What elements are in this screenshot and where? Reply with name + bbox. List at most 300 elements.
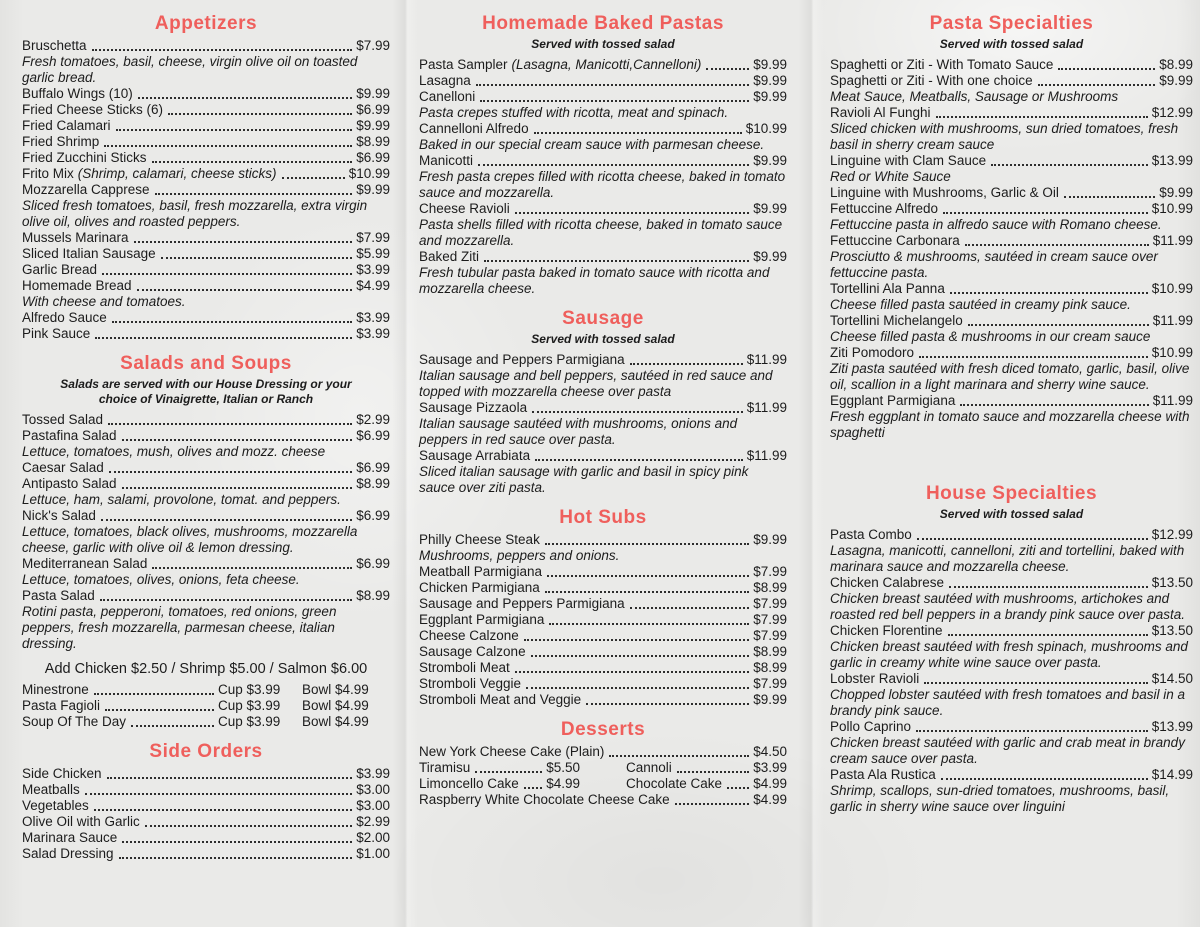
dessert-pair-item — [419, 760, 580, 776]
menu-item — [22, 766, 390, 782]
item-name: Minestrone — [22, 682, 89, 697]
dot-leader — [916, 730, 1148, 732]
item-description: Lettuce, ham, salami, provolone, tomat. and peppers. — [22, 492, 341, 507]
dot-leader — [105, 709, 214, 711]
soup-row — [22, 682, 390, 698]
dot-leader — [917, 538, 1148, 540]
item-price: $9.99 — [753, 57, 787, 72]
menu-item — [419, 660, 787, 676]
dot-leader — [94, 693, 214, 695]
dot-leader — [1038, 84, 1156, 86]
item-description: With cheese and tomatoes. — [22, 294, 186, 309]
item-description: Italian sausage sautéed with mushrooms, onions and peppers in red sauce over pasta. — [419, 416, 738, 447]
item-price: $9.99 — [753, 89, 787, 104]
dot-leader — [531, 655, 750, 657]
item-price: $9.99 — [753, 532, 787, 547]
cup-price: Cup $3.99 — [218, 682, 281, 697]
dessert-pair-item — [419, 776, 580, 792]
item-name: Marinara Sauce — [22, 830, 118, 845]
item-price: $6.99 — [356, 508, 390, 523]
dot-leader — [1058, 68, 1155, 70]
item-price: $8.99 — [753, 580, 787, 595]
menu-item — [22, 278, 390, 294]
dessert-pair — [419, 760, 787, 776]
item-description: Fresh tubular pasta baked in tomato sauce with ricotta and mozzarella cheese. — [419, 265, 770, 296]
item-name: Homemade Bread — [22, 278, 132, 293]
menu-item — [419, 153, 787, 169]
item-name: Pink Sauce — [22, 326, 91, 341]
item-description: Ziti pasta sautéed with fresh diced tomato, garlic, basil, olive oil, scallion in a light marinara and sherry wine sauce. — [830, 361, 1190, 392]
item-name: Pasta Combo — [830, 527, 912, 542]
item-description: Chicken breast sautéed with mushrooms, artichokes and roasted red bell peppers in a brandy pink sauce over pasta. — [830, 591, 1185, 622]
menu-item — [22, 230, 390, 246]
menu-item — [22, 798, 390, 814]
item-price: $3.99 — [356, 766, 390, 781]
dot-leader — [112, 321, 352, 323]
item-name: Pasta Sampler — [419, 57, 508, 72]
item-price: $9.99 — [753, 201, 787, 216]
item-name: Meatballs — [22, 782, 80, 797]
item-name: Lobster Ravioli — [830, 671, 920, 686]
item-price: $7.99 — [753, 596, 787, 611]
section-title: Desserts — [560, 719, 646, 740]
menu-item — [830, 575, 1193, 591]
item-description: Cheese filled pasta sautéed in creamy pink sauce. — [830, 297, 1131, 312]
item-price: $13.50 — [1151, 623, 1193, 638]
item-name: Chocolate Cake — [626, 776, 723, 791]
item-price: $9.99 — [753, 73, 787, 88]
item-description: Mushrooms, peppers and onions. — [419, 548, 620, 563]
item-name: Sausage Pizzaola — [419, 400, 528, 415]
item-name: Pasta Salad — [22, 588, 95, 603]
menu-column-2 — [419, 13, 787, 927]
cup-price: Cup $3.99 — [218, 714, 281, 729]
item-price: $9.99 — [1159, 185, 1193, 200]
bowl-price: Bowl $4.99 — [302, 714, 369, 729]
item-description: Chicken breast sautéed with fresh spinach, mushrooms and garlic in creamy white wine sauce over pasta. — [830, 639, 1188, 670]
menu-item — [419, 580, 787, 596]
dot-leader — [1064, 196, 1155, 198]
item-price: $11.99 — [746, 448, 787, 463]
item-name: Spaghetti or Ziti - With one choice — [830, 73, 1033, 88]
item-name: New York Cheese Cake (Plain) — [419, 744, 605, 759]
dessert-pair-item — [626, 776, 787, 792]
item-name: Fettuccine Carbonara — [830, 233, 960, 248]
item-name: Garlic Bread — [22, 262, 98, 277]
item-name: Buffalo Wings (10) — [22, 86, 133, 101]
section-title: Appetizers — [154, 13, 258, 34]
menu-item — [419, 352, 787, 368]
section-title: House Specialties — [925, 483, 1098, 504]
item-name: Chicken Parmigiana — [419, 580, 540, 595]
item-price: $3.00 — [356, 782, 390, 797]
dot-leader — [950, 292, 1148, 294]
item-name: Eggplant Parmigiana — [830, 393, 956, 408]
menu-section-desserts — [419, 719, 787, 808]
item-price: $2.99 — [356, 412, 390, 427]
dot-leader — [161, 257, 353, 259]
soup-row — [22, 714, 390, 730]
item-name: Mediterranean Salad — [22, 556, 148, 571]
dot-leader — [949, 586, 1148, 588]
item-price: $4.99 — [356, 278, 390, 293]
menu-item — [22, 588, 390, 604]
item-name: Spaghetti or Ziti - With Tomato Sauce — [830, 57, 1054, 72]
menu-item — [830, 185, 1193, 201]
item-name: Frito Mix — [22, 166, 74, 181]
item-name: Stromboli Meat — [419, 660, 510, 675]
dot-leader — [630, 363, 743, 365]
item-price: $14.50 — [1151, 671, 1193, 686]
item-name: Pasta Fagioli — [22, 698, 101, 713]
menu-item — [22, 310, 390, 326]
dot-leader — [534, 132, 742, 134]
item-description: Chopped lobster sautéed with fresh tomatoes and basil in a brandy pink sauce. — [830, 687, 1185, 718]
section-subtitle: Served with tossed salad — [531, 37, 675, 51]
dot-leader — [94, 809, 352, 811]
item-name: Cannelloni Alfredo — [419, 121, 529, 136]
item-description: Prosciutto & mushrooms, sautéed in cream sauce over fettuccine pasta. — [830, 249, 1158, 280]
dot-leader — [535, 459, 743, 461]
item-name: Fried Shrimp — [22, 134, 100, 149]
menu-item — [830, 767, 1193, 783]
item-name: Chicken Florentine — [830, 623, 943, 638]
dot-leader — [919, 356, 1148, 358]
item-price: $10.99 — [1151, 281, 1193, 296]
item-description: Pasta shells filled with ricotta cheese, baked in tomato sauce and mozzarella. — [419, 217, 783, 248]
soup-row — [22, 698, 390, 714]
item-price: $3.99 — [356, 326, 390, 341]
bowl-price: Bowl $4.99 — [302, 682, 369, 697]
dot-leader — [102, 273, 352, 275]
bowl-price: Bowl $4.99 — [302, 698, 369, 713]
section-title: Homemade Baked Pastas — [482, 13, 724, 34]
item-name: Stromboli Veggie — [419, 676, 522, 691]
menu-item — [830, 719, 1193, 735]
dot-leader — [108, 423, 352, 425]
item-description: Lettuce, tomatoes, black olives, mushrooms, mozzarella cheese, garlic with olive oil & lemon dressing. — [22, 524, 358, 555]
item-price: $6.99 — [356, 460, 390, 475]
item-price: $11.99 — [1152, 313, 1193, 328]
menu-item — [830, 527, 1193, 543]
item-name: Nick's Salad — [22, 508, 96, 523]
menu-item — [22, 166, 390, 182]
section-title: Hot Subs — [559, 507, 647, 528]
dot-leader — [943, 212, 1148, 214]
menu-item — [22, 246, 390, 262]
item-price: $10.99 — [1151, 201, 1193, 216]
dot-leader — [936, 116, 1148, 118]
item-name: Caesar Salad — [22, 460, 104, 475]
item-price: $6.99 — [356, 150, 390, 165]
item-name: Mozzarella Capprese — [22, 182, 150, 197]
item-name: Philly Cheese Steak — [419, 532, 540, 547]
item-price: $1.00 — [356, 846, 390, 861]
menu-item — [419, 121, 787, 137]
item-name: Salad Dressing — [22, 846, 114, 861]
section-subtitle: Served with tossed salad — [939, 507, 1084, 521]
item-name: Tiramisu — [419, 760, 471, 775]
item-price: $7.99 — [356, 38, 390, 53]
dot-leader — [122, 439, 353, 441]
menu-item — [22, 460, 390, 476]
menu-section-hot-subs — [419, 507, 787, 708]
item-price: $8.99 — [356, 476, 390, 491]
item-description: Fettuccine pasta in alfredo sauce with Romano cheese. — [830, 217, 1162, 232]
dot-leader — [152, 161, 353, 163]
dot-leader — [630, 607, 750, 609]
item-price: $9.99 — [356, 86, 390, 101]
item-price: $13.99 — [1151, 719, 1193, 734]
dot-leader — [965, 244, 1149, 246]
item-price: $10.99 — [1151, 345, 1193, 360]
menu-item — [419, 792, 787, 808]
item-description: Pasta crepes stuffed with ricotta, meat and spinach. — [419, 105, 729, 120]
dot-leader — [484, 260, 749, 262]
menu-item — [22, 782, 390, 798]
dot-leader — [524, 787, 542, 789]
item-price: $3.99 — [356, 262, 390, 277]
dot-leader — [948, 634, 1148, 636]
item-name: Side Chicken — [22, 766, 102, 781]
item-price: $10.99 — [745, 121, 787, 136]
item-price: $13.50 — [1151, 575, 1193, 590]
dot-leader — [549, 623, 749, 625]
menu-item — [419, 692, 787, 708]
item-name: Mussels Marinara — [22, 230, 129, 245]
item-description: Baked in our special cream sauce with parmesan cheese. — [419, 137, 765, 152]
menu-item — [22, 86, 390, 102]
item-price: $9.99 — [753, 249, 787, 264]
item-price: $5.50 — [546, 760, 580, 775]
item-price: $2.99 — [356, 814, 390, 829]
menu-item — [830, 671, 1193, 687]
item-price: $6.99 — [356, 102, 390, 117]
menu-item — [22, 38, 390, 54]
item-price: $13.99 — [1151, 153, 1193, 168]
item-price: $11.99 — [746, 400, 787, 415]
menu-section-salads-and-soups — [22, 353, 390, 730]
menu-item — [419, 628, 787, 644]
dot-leader — [547, 575, 749, 577]
item-name: Pollo Caprino — [830, 719, 912, 734]
dot-leader — [137, 289, 353, 291]
section-title: Sausage — [562, 308, 644, 329]
menu-item — [22, 118, 390, 134]
dot-leader — [116, 129, 353, 131]
dot-leader — [941, 778, 1148, 780]
item-name: Eggplant Parmigiana — [419, 612, 545, 627]
dot-leader — [677, 771, 749, 773]
menu-item — [22, 476, 390, 492]
dot-leader — [480, 100, 749, 102]
item-name: Soup Of The Day — [22, 714, 127, 729]
item-price: $10.99 — [348, 166, 390, 181]
section-subtitle: Served with tossed salad — [939, 37, 1084, 51]
dot-leader — [282, 177, 345, 179]
item-description: Rotini pasta, pepperoni, tomatoes, red onions, green peppers, fresh mozzarella, parmesan cheese, italian dressing. — [22, 604, 337, 651]
item-name: Sausage and Peppers Parmigiana — [419, 596, 625, 611]
menu-section-sausage — [419, 308, 787, 496]
item-name: Olive Oil with Garlic — [22, 814, 140, 829]
menu-item — [22, 814, 390, 830]
item-price: $9.99 — [356, 118, 390, 133]
dot-leader — [145, 825, 352, 827]
dot-leader — [545, 543, 749, 545]
dot-leader — [476, 84, 749, 86]
item-description: Cheese filled pasta & mushrooms in our cream sauce — [830, 329, 1151, 344]
item-name: Bruschetta — [22, 38, 87, 53]
dot-leader — [526, 687, 749, 689]
dot-leader — [706, 68, 749, 70]
dot-leader — [515, 212, 749, 214]
menu-item — [419, 448, 787, 464]
menu-section-homemade-baked-pastas — [419, 13, 787, 297]
item-price: $7.99 — [753, 676, 787, 691]
item-price: $7.99 — [753, 612, 787, 627]
dot-leader — [960, 404, 1148, 406]
menu-item — [419, 564, 787, 580]
dot-leader — [109, 471, 352, 473]
item-price: $4.99 — [546, 776, 580, 791]
item-description: Fresh pasta crepes filled with ricotta cheese, baked in tomato sauce and mozzarella. — [419, 169, 786, 200]
menu-item — [830, 281, 1193, 297]
menu-item — [419, 249, 787, 265]
dot-leader — [107, 777, 353, 779]
item-name: Tortellini Ala Panna — [830, 281, 945, 296]
dot-leader — [609, 755, 749, 757]
menu-section-side-orders — [22, 741, 390, 862]
item-price: $7.99 — [356, 230, 390, 245]
item-description: Sliced fresh tomatoes, basil, fresh mozzarella, extra virgin olive oil, olives and roasted peppers. — [22, 198, 368, 229]
dot-leader — [85, 793, 352, 795]
item-description: Lettuce, tomatoes, mush, olives and mozz. cheese — [22, 444, 326, 459]
item-price: $6.99 — [356, 428, 390, 443]
menu-item — [830, 201, 1193, 217]
cup-price: Cup $3.99 — [218, 698, 281, 713]
menu-item — [419, 676, 787, 692]
menu-item — [830, 233, 1193, 249]
section-subtitle: Served with tossed salad — [531, 332, 675, 346]
item-name: Antipasto Salad — [22, 476, 117, 491]
menu-item — [419, 744, 787, 760]
menu-section-house-specialties — [830, 483, 1193, 815]
menu-item — [22, 412, 390, 428]
menu-column-1 — [22, 13, 390, 927]
menu-item — [22, 150, 390, 166]
menu-item — [830, 73, 1193, 89]
item-description: Fresh tomatoes, basil, cheese, virgin olive oil on toasted garlic bread. — [22, 54, 358, 85]
menu-item — [22, 830, 390, 846]
item-name: Raspberry White Chocolate Cheese Cake — [419, 792, 670, 807]
item-name: Meatball Parmigiana — [419, 564, 543, 579]
item-name: Sliced Italian Sausage — [22, 246, 156, 261]
menu-item — [419, 596, 787, 612]
item-name: Limoncello Cake — [419, 776, 519, 791]
item-price: $9.99 — [356, 182, 390, 197]
dot-leader — [95, 337, 352, 339]
menu-item — [419, 57, 787, 73]
item-name: Pasta Ala Rustica — [830, 767, 936, 782]
menu-item — [22, 102, 390, 118]
item-name: Sausage Calzone — [419, 644, 526, 659]
dot-leader — [478, 164, 749, 166]
dot-leader — [727, 787, 749, 789]
item-description: Lasagna, manicotti, cannelloni, ziti and tortellini, baked with marinara sauce and mozzarella cheese. — [830, 543, 1185, 574]
menu-item — [419, 400, 787, 416]
dot-leader — [134, 241, 353, 243]
item-description: Sliced chicken with mushrooms, sun dried tomatoes, fresh basil in sherry cream sauce — [830, 121, 1179, 152]
item-name: Sausage Arrabiata — [419, 448, 531, 463]
dot-leader — [152, 567, 352, 569]
item-price: $8.99 — [1159, 57, 1193, 72]
dot-leader — [92, 49, 353, 51]
item-name: Lasagna — [419, 73, 471, 88]
item-name: Cheese Calzone — [419, 628, 519, 643]
menu-item — [22, 846, 390, 862]
dot-leader — [122, 841, 352, 843]
item-price: $5.99 — [356, 246, 390, 261]
item-price: $8.99 — [356, 134, 390, 149]
item-description: Red or White Sauce — [830, 169, 951, 184]
item-name: Fettuccine Alfredo — [830, 201, 939, 216]
item-name: Canelloni — [419, 89, 476, 104]
menu-item — [22, 134, 390, 150]
section-subtitle: Salads are served with our House Dressing or your choice of Vinaigrette, Italian or Ranch — [60, 377, 352, 406]
dot-leader — [532, 411, 743, 413]
item-price: $4.50 — [753, 744, 787, 759]
menu-item — [419, 73, 787, 89]
item-description: Meat Sauce, Meatballs, Sausage or Mushrooms — [830, 89, 1119, 104]
item-name: Linguine with Clam Sauce — [830, 153, 987, 168]
section-title: Side Orders — [149, 741, 263, 762]
menu-item — [22, 326, 390, 342]
item-name: Baked Ziti — [419, 249, 480, 264]
item-price: $4.99 — [753, 792, 787, 807]
item-price: $3.99 — [753, 760, 787, 775]
item-price: $12.99 — [1151, 527, 1193, 542]
dot-leader — [119, 857, 353, 859]
menu-item — [419, 644, 787, 660]
menu-item — [22, 262, 390, 278]
menu-item — [830, 393, 1193, 409]
menu-item — [419, 89, 787, 105]
item-price: $11.99 — [746, 352, 787, 367]
dot-leader — [138, 97, 352, 99]
item-name: Linguine with Mushrooms, Garlic & Oil — [830, 185, 1059, 200]
item-name: Alfredo Sauce — [22, 310, 107, 325]
dot-leader — [545, 591, 749, 593]
item-name-note: (Shrimp, calamari, cheese sticks) — [77, 166, 277, 181]
section-title: Pasta Specialties — [929, 13, 1094, 34]
item-price: $7.99 — [753, 628, 787, 643]
item-description: Fresh eggplant in tomato sauce and mozzarella cheese with spaghetti — [830, 409, 1190, 440]
menu-column-3 — [830, 13, 1193, 927]
menu-item — [419, 612, 787, 628]
dot-leader — [131, 725, 214, 727]
item-description: Chicken breast sautéed with garlic and crab meat in brandy cream sauce over pasta. — [830, 735, 1185, 766]
menu-item — [830, 345, 1193, 361]
menu-item — [830, 57, 1193, 73]
item-name: Fried Zucchini Sticks — [22, 150, 147, 165]
item-name: Sausage and Peppers Parmigiana — [419, 352, 625, 367]
dot-leader — [968, 324, 1149, 326]
dot-leader — [524, 639, 749, 641]
dot-leader — [586, 703, 749, 705]
dot-leader — [675, 803, 750, 805]
item-price: $9.99 — [753, 153, 787, 168]
dot-leader — [924, 682, 1147, 684]
